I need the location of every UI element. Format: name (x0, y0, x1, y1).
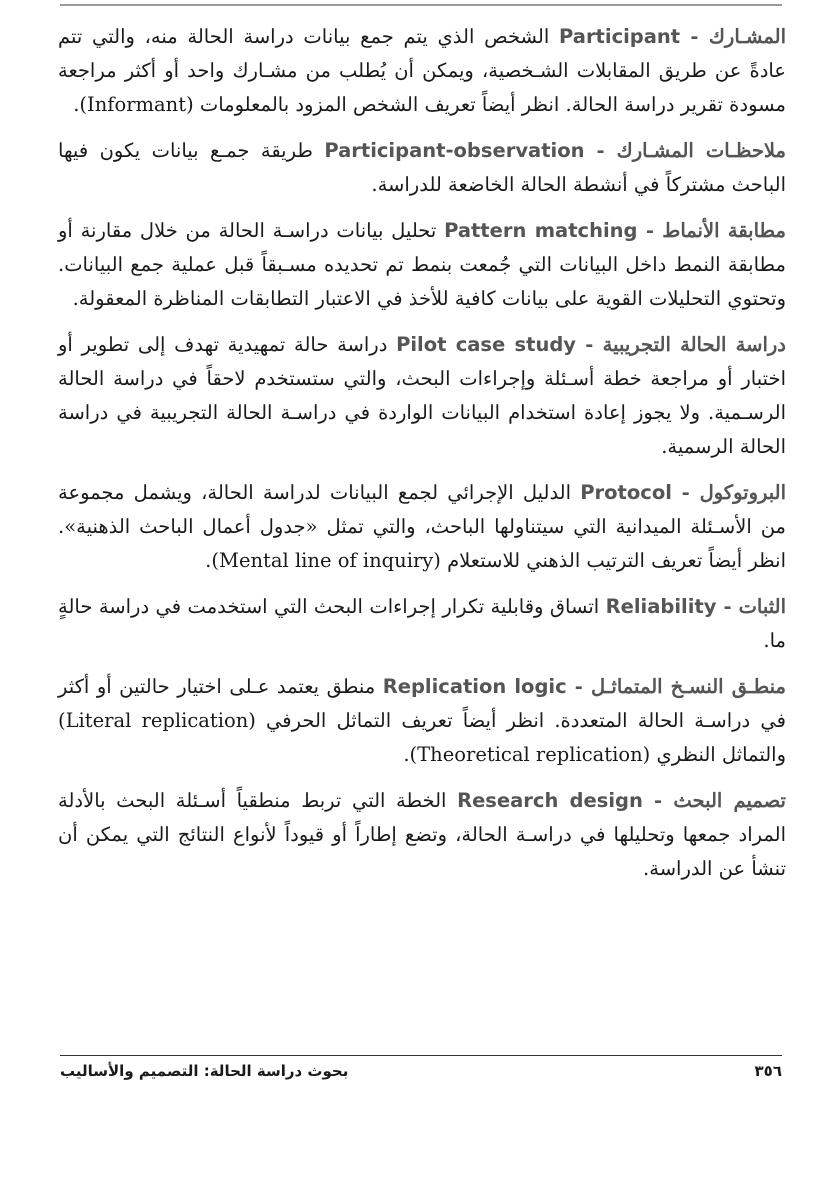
glossary-entry (58, 214, 786, 316)
definition-text: دراسة حالة تمهيدية تهدف إلى تطوير أو اختبار أو مراجعة خطة أسـئلة وإجراءات البحث، والتي ستستخدم لاحقاً في دراسة الحالة الرسـمية. ولا يجوز إعادة استخدام البيانات الواردة في دراسـة الحالة التجريبية في دراسة الحالة الرسمية. (58, 333, 786, 458)
glossary-content (58, 20, 786, 898)
definition-text: الخطة التي تربط منطقياً أسـئلة البحث بالأدلة المراد جمعها وتحليلها في دراسـة الحالة، وتضع إطاراً أو قيوداً لأنواع النتائج التي يمكن أن تنشأ عن الدراسة. (58, 789, 786, 880)
term-english: Pattern matching (444, 219, 638, 242)
definition-text: تحليل بيانات دراسـة الحالة من خلال مقارنة أو مطابقة النمط داخل البيانات التي جُمعت بنمط تم تحديده مسـبقاً قبل عملية جمع البيانات. وتحتوي التحليلات القوية على بيانات كافية للأخذ في الاعتبار التطابقات المناظرة المعقولة. (58, 219, 786, 310)
glossary-entry (58, 328, 786, 464)
glossary-entry (58, 20, 786, 122)
definition-text: الدليل الإجرائي لجمع البيانات لدراسة الحالة، ويشمل مجموعة من الأسـئلة الميدانية التي سيتناولها الباحث، والتي تمثل «جدول أعمال الباحث الذهنية». انظر أيضاً تعريف الترتيب الذهني للاستعلام (Mental line of inquiry). (58, 481, 786, 572)
page-number: ٣٥٦ (754, 1062, 782, 1080)
term-separator: - (637, 219, 663, 242)
glossary-entry (58, 784, 786, 886)
term-arabic: البروتوكول (699, 481, 787, 504)
term-arabic: دراسة الحالة التجريبية (602, 333, 786, 356)
term-separator: - (680, 25, 709, 48)
term-arabic: ملاحظـات المشـارك (616, 139, 786, 162)
top-rule (60, 4, 782, 6)
term-separator: - (716, 595, 739, 618)
definition-text: طريقة جمـع بيانات يكون فيها الباحث مشتركاً في أنشطة الحالة الخاضعة للدراسة. (58, 139, 786, 196)
glossary-entry (58, 134, 786, 202)
term-separator: - (671, 481, 700, 504)
footer-rule (60, 1055, 782, 1056)
glossary-entry (58, 670, 786, 772)
term-english: Pilot case study (396, 333, 577, 356)
definition-text: منطق يعتمد عـلى اختيار حالتين أو أكثر في دراسـة الحالة المتعددة. انظر أيضاً تعريف التماثل الحرفي (Literal replication) والتماثل النظري (Theoretical replication). (58, 675, 786, 766)
glossary-entry (58, 476, 786, 578)
term-english: Participant-observation (324, 139, 585, 162)
term-arabic: منطـق النسـخ المتماثـل (590, 675, 786, 698)
glossary-entry (58, 590, 786, 658)
term-arabic: مطابقة الأنماط (662, 219, 786, 242)
term-separator: - (642, 789, 674, 812)
definition-text: اتساق وقابلية تكرار إجراءات البحث التي استخدمت في دراسة حالةٍ ما. (58, 595, 786, 652)
term-separator: - (566, 675, 591, 698)
term-arabic: المشـارك (708, 25, 786, 48)
term-separator: - (584, 139, 617, 162)
term-arabic: تصميم البحث (673, 789, 786, 812)
term-english: Participant (559, 25, 681, 48)
book-title: بحوث دراسة الحالة: التصميم والأساليب (60, 1062, 349, 1080)
term-english: Protocol (580, 481, 672, 504)
term-separator: - (576, 333, 603, 356)
term-english: Research design (457, 789, 643, 812)
term-english: Reliability (605, 595, 717, 618)
term-english: Replication logic (382, 675, 567, 698)
definition-text: الشخص الذي يتم جمع بيانات دراسة الحالة منه، والتي تتم عادةً عن طريق المقابلات الشـخصية، ويمكن أن يُطلب من مشـارك واحد أو أكثر مراجعة مسودة تقرير دراسة الحالة. انظر أيضاً تعريف الشخص المزود بالمعلومات (Informant). (58, 25, 786, 116)
term-arabic: الثبات (738, 595, 786, 618)
